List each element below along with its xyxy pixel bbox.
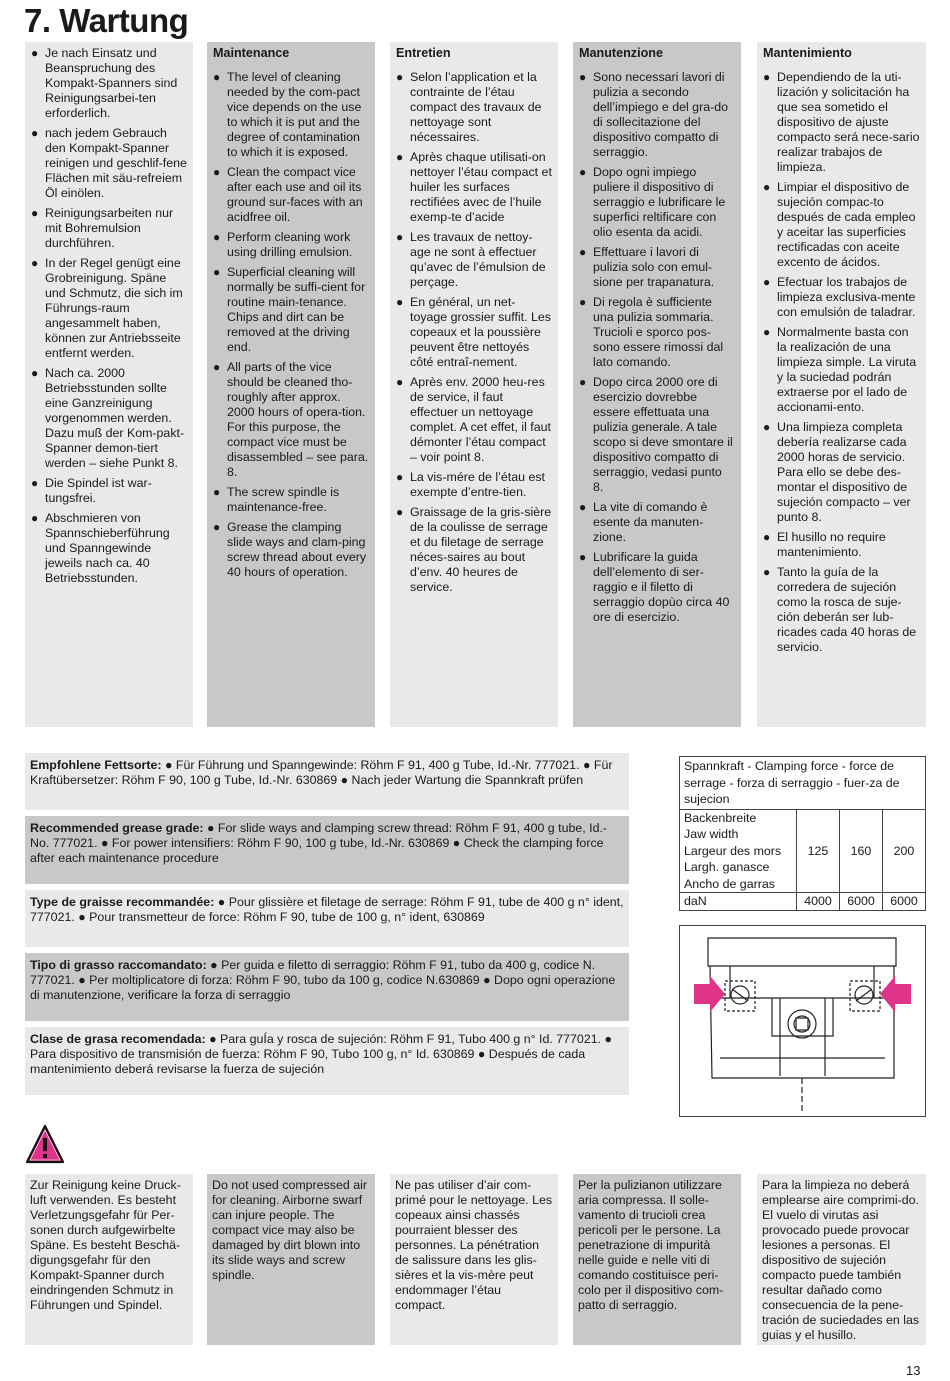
grease-text: ● Para guÍa y rosca de sujeción: Röhm F 91, Tubo 400 g n° Id. 777021. ● Para dispositivo de transmisión de fuerza: Röhm F 90, Tubo 100 g, n° Id. 630869 ● Después de cada mantenimiento deberá revisarse la fuerza de sujeción	[30, 1032, 612, 1076]
grease-box-german	[25, 753, 629, 810]
grease-box-spanish	[25, 1027, 629, 1095]
list-item: ● Abschmieren von Spannschieberführung und Spanngewinde jeweils nach ca. 40 Betriebsstunden.	[31, 511, 187, 586]
jaw-width-cell: 160	[839, 809, 882, 893]
jaw-width-cell: 200	[882, 809, 925, 893]
column-heading: Maintenance	[213, 46, 290, 60]
vice-illustration-icon	[680, 926, 925, 1116]
label-line: Largeur des mors	[684, 843, 782, 858]
list-item: ● Nach ca. 2000 Betriebsstunden sollte eine Ganzreinigung vorgenommen werden. Dazu muß der Kom-pakt-Spanner demon-tiert werden – siehe Punkt 8.	[31, 366, 187, 471]
warning-note-german: Zur Reinigung keine Druck-luft verwenden. Es besteht Verletzungsgefahr für Per-sonen durch aufgewirbelte Späne. Es besteht Beschä-digungsgefahr für den Kompakt-Spanner durch eindringenden Schmutz in Führungen und Spindel.	[25, 1174, 193, 1345]
grease-label: Tipo di grasso raccomandato:	[30, 958, 207, 972]
column-spanish	[757, 42, 926, 727]
list-item: ● Après env. 2000 heu-res de service, il faut effectuer un nettoyage complet. A cet effet, il faut démonter l’étau compact – voir point 8.	[396, 375, 552, 465]
list-item: ● Die Spindel ist war-tungsfrei.	[31, 476, 187, 506]
list-item: ● Les travaux de nettoy-age ne sont à effectuer qu’avec de l’émulsion de perçage.	[396, 230, 552, 290]
label-line: Ancho de garras	[684, 876, 775, 891]
list-item: ● All parts of the vice should be cleaned tho-roughly after approx. 2000 hours of opera-tion. For this purpose, the compact vice must be disassembled – see para. 8.	[213, 360, 369, 480]
list-item: ● Clean the compact vice after each use and oil its ground sur-faces with an acidfree oil.	[213, 165, 369, 225]
column-french	[390, 42, 558, 727]
column-italian	[573, 42, 741, 727]
page-title: 7. Wartung	[24, 2, 189, 39]
warning-note-spanish: Para la limpieza no deberá emplearse aire comprimi-do. El vuelo di virutas asi provocado puede provocar lesiones a personas. El dispositivo de sujeción compacto puede también resultar dañado como consecuencia de la pene-tración de suciedades en las guias y el husillo.	[757, 1174, 926, 1345]
list-item: ● Tanto la guía de la corredera de sujeción como la rosca de suje-ción deberán ser lub-ricades cada 40 horas de servicio.	[763, 565, 920, 655]
list-item: ● Dependiendo de la uti-lización y solicitación ha que sea sometido el dispositivo de ajuste compacto será nece-sario realizar trabajos de limpieza.	[763, 70, 920, 175]
page-number: 13	[906, 1363, 921, 1378]
force-label: daN	[680, 893, 797, 911]
list-item: ● Graissage de la gris-sière de la coulisse de serrage et du filetage de serrage néces-saires au bout d’env. 40 heures de service.	[396, 505, 552, 595]
warning-note-english: Do not used compressed air for cleaning. Airborne swarf can injure people. The compact vice may also be damaged by dirt blown into its slide ways and screw spindle.	[207, 1174, 375, 1345]
list-item: ● Di regola è sufficiente una pulizia sommaria. Trucioli e sporco pos-sono essere rimossi dal lato comando.	[579, 295, 735, 370]
force-cell: 6000	[882, 893, 925, 911]
grease-label: Recommended grease grade:	[30, 821, 204, 835]
list-item: ● Selon l’application et la contrainte de l’étau compact des travaux de nettoyage sont nécessaires.	[396, 70, 552, 145]
list-item: ● La vite di comando è esente da manuten-zione.	[579, 500, 735, 545]
column-german	[25, 42, 193, 727]
warning-icon	[25, 1124, 65, 1171]
jaw-width-cell: 125	[797, 809, 840, 893]
label-line: Backenbreite	[684, 810, 757, 825]
grease-box-italian	[25, 953, 629, 1021]
force-cell: 4000	[797, 893, 840, 911]
warning-note-italian: Per la pulizianon utilizzare aria compressa. Il solle-vamento di trucioli crea pericoli per le persone. La penetrazione di impurità nelle guide e nelle viti di comando costituisce peri-colo per il dispositivo com-patto di serraggio.	[573, 1174, 741, 1345]
grease-label: Type de graisse recommandée:	[30, 895, 215, 909]
list-item: ● Reinigungsarbeiten nur mit Bohremulsion durchführen.	[31, 206, 187, 251]
list-item: ● The level of cleaning needed by the com-pact vice depends on the use to which it is put and the degree of contamination to which it is exposed.	[213, 70, 369, 160]
label-line: Largh. ganasce	[684, 860, 770, 874]
grease-text: ● Per guida e filetto di serraggio: Röhm F 91, tubo da 400 g, codice N. 777021. ● Per moltiplicatore di forza: Röhm F 90, tubo da 100 g, codice N.630869 ● Dopo ogni operazione di manutenzione, verificare la forza di serraggio	[30, 958, 616, 1002]
clamping-force-table	[679, 756, 926, 911]
list-item: ● En général, un net-toyage grossier suffit. Les copeaux et la poussière peuvent être nettoyés côté entraî-nement.	[396, 295, 552, 370]
list-item: ● Dopo ogni impiego puliere il dispositivo di serraggio e lubrificare le superfici reltificare con olio esenta da acidi.	[579, 165, 735, 240]
grease-box-english	[25, 816, 629, 884]
vice-drawing	[679, 925, 926, 1117]
arrow-left-icon	[880, 976, 911, 1012]
list-item: ● Effettuare i lavori di pulizia solo con emul-sione per trapanatura.	[579, 245, 735, 290]
list-item: ● La vis-mére de l’étau est exempte d’entre-tien.	[396, 470, 552, 500]
grease-box-french	[25, 890, 629, 947]
list-item: ● nach jedem Gebrauch den Kompakt-Spanner reinigen und geschlif-fene Flächen mit säu-refreiem Öl einölen.	[31, 126, 187, 201]
force-cell: 6000	[839, 893, 882, 911]
column-heading: Mantenimiento	[763, 46, 852, 60]
list-item: ● Après chaque utilisati-on nettoyer l’étau compact et huiler les surfaces rectifiées avec de l’huile exemp-te d’acide	[396, 150, 552, 225]
list-item: ● Efectuar los trabajos de limpieza exclusiva-mente con emulsión de taladrar.	[763, 275, 920, 320]
grease-label: Clase de grasa recomendada:	[30, 1032, 206, 1046]
list-item: ● Superficial cleaning will normally be suffi-cient for routine main-tenance. Chips and dirt can be removed at the driving end.	[213, 265, 369, 355]
list-item: ● In der Regel genügt eine Grobreinigung. Späne und Schmutz, die sich im Führungs-raum angesammelt haben, können zur Antriebsseite entfernt werden.	[31, 256, 187, 361]
column-heading: Manutenzione	[579, 46, 663, 60]
grease-text: ● Pour glissière et filetage de serrage: Röhm F 91, tube de 400 g n° ident, 777021. ● Pour transmetteur de force: Röhm F 90, tube de 100 g, n° ident, 630869	[30, 895, 624, 924]
list-item: ● Sono necessari lavori di pulizia a secondo dell’impiego e del gra-do di sollecitazione del dispositivo compatto di serraggio.	[579, 70, 735, 160]
column-heading: Entretien	[396, 46, 451, 60]
jaw-width-label	[680, 809, 797, 893]
list-item: ● Normalmente basta con la realización de una limpieza simple. La viruta y la suciedad podrán extraerse por el lado de accionami-ento.	[763, 325, 920, 415]
arrow-right-icon	[694, 976, 725, 1012]
grease-text: ● For slide ways and clamping screw thread: Röhm F 91, 400 g tube, Id.-No. 777021. ● For power intensifiers: Röhm F 90, 100 g tube, Id.-Nr. 630869 ● Check the clamping force after each maintenance procedure	[30, 821, 608, 865]
list-item: ● El husillo no require mantenimiento.	[763, 530, 920, 560]
list-item: ● Dopo circa 2000 ore di esercizio dovrebbe essere effettuata una pulizia generale. A tale scopo si deve smontare il dispositivo compatto di serraggio, vedasi punto 8.	[579, 375, 735, 495]
list-item: ● Lubrificare la guida dell’elemento di ser-raggio e il filetto di serraggio dopùo circa 40 ore di esercizio.	[579, 550, 735, 625]
label-line: Jaw width	[684, 827, 739, 841]
table-header: Spannkraft - Clamping force - force de serrage - forza di serraggio - fuer-za de sujecion	[680, 757, 926, 810]
list-item: ● Perform cleaning work using drilling emulsion.	[213, 230, 369, 260]
list-item: ● Una limpieza completa debería realizarse cada 2000 horas de servicio. Para ello se debe des-montar el dispositivo de sujeción compacto – ver punto 8.	[763, 420, 920, 525]
grease-text: ● Für Führung und Spanngewinde: Röhm F 91, 400 g Tube, Id.-Nr. 777021. ● Für Kraftübersetzer: Röhm F 90, 100 g Tube, Id.-Nr. 630869 ● Nach jeder Wartung die Spannkraft prüfen	[30, 758, 613, 787]
list-item: ● The screw spindle is maintenance-free.	[213, 485, 369, 515]
grease-label: Empfohlene Fettsorte:	[30, 758, 162, 772]
list-item: ● Je nach Einsatz und Beanspruchung des Kompakt-Spanners sind Reinigungsarbei-ten erforderlich.	[31, 46, 187, 121]
warning-note-french: Ne pas utiliser d’air com-primé pour le nettoyage. Les copeaux ainsi chassés pourraient blesser des personnes. La pénétration de salissure dans les glis-sières et la vis-mère peut endommager l’étau compact.	[390, 1174, 558, 1345]
list-item: ● Limpiar el dispositivo de sujeción compac-to después de cada empleo y aceitar las superficies rectificadas con aceite excento de ácidos.	[763, 180, 920, 270]
list-item: ● Grease the clamping slide ways and clam-ping screw thread about every 40 hours of operation.	[213, 520, 369, 580]
column-english	[207, 42, 375, 727]
